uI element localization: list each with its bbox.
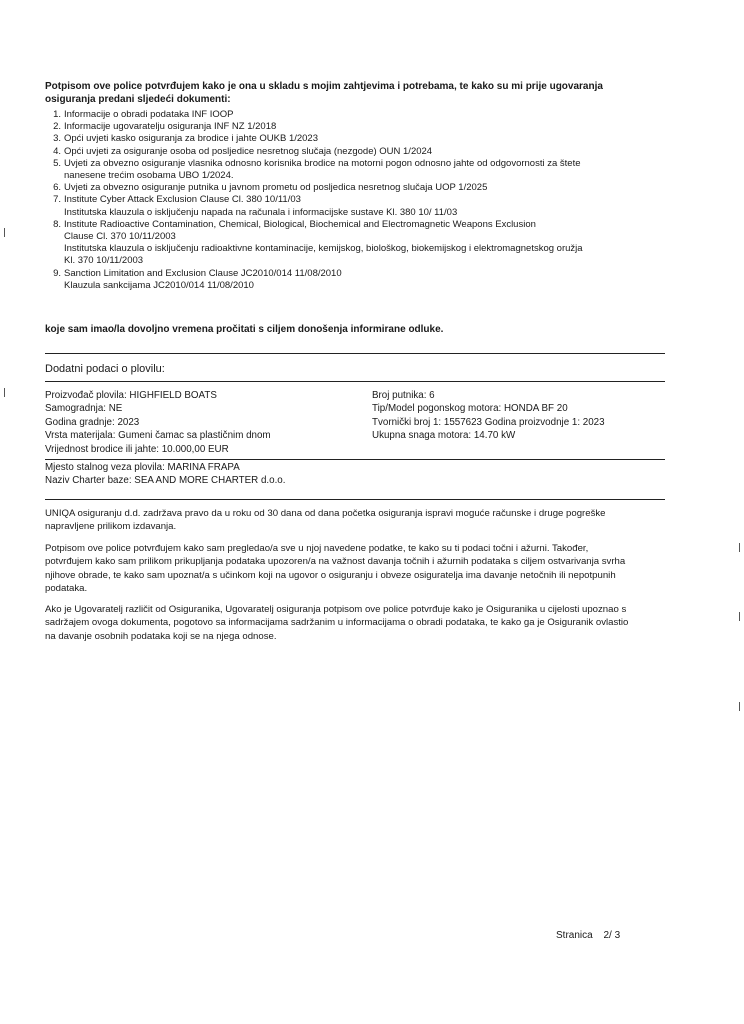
document-line: Informacije ugovaratelju osiguranja INF NZ 1/2018 xyxy=(64,121,277,133)
vessel-field: Vrsta materijala: Gumeni čamac sa plastičnim dnom xyxy=(45,430,271,442)
closing-statement: koje sam imao/la dovoljno vremena pročitati s ciljem donošenja informirane odluke. xyxy=(45,324,444,335)
vessel-field: Proizvođač plovila: HIGHFIELD BOATS xyxy=(45,390,217,401)
contractor-statement: Ako je Ugovaratelj različit od Osiguranika, Ugovaratelj osiguranja potpisom ove police potvrđuje kako je Osiguranika u cijelosti upoznao s sadržajem ovoga dokumenta, pogotovo sa informacijama sadržanim u informacijama o obradi podataka, te kako ga je Osiguranik ovlastio na davanje osobnih podataka koji se na njega odnose. xyxy=(45,604,629,642)
vessel-field: Samogradnja: NE xyxy=(45,403,123,415)
document-line: Opći uvjeti kasko osiguranja za brodice i jahte OUKB 1/2023 xyxy=(64,133,318,145)
document-line: Informacije o obradi podataka INF IOOP xyxy=(64,109,234,120)
vessel-field: Tip/Model pogonskog motora: HONDA BF 20 xyxy=(372,403,568,415)
document-line: nanesene trećim osobama UBO 1/2024. xyxy=(64,170,234,182)
document-number: 8. xyxy=(53,218,61,230)
scan-edge-mark xyxy=(739,702,740,711)
document-line: Kl. 370 10/11/2003 xyxy=(64,255,144,267)
vessel-field: Tvornički broj 1: 1557623 Godina proizvodnje 1: 2023 xyxy=(372,416,605,428)
divider xyxy=(45,381,665,382)
page-value: 2/ 3 xyxy=(603,930,621,941)
document-item xyxy=(45,133,665,145)
page-label: Stranica xyxy=(556,930,593,941)
divider xyxy=(45,353,665,354)
mooring-field: Naziv Charter baze: SEA AND MORE CHARTER d.o.o. xyxy=(45,475,286,487)
document-number: 3. xyxy=(53,133,61,145)
document-number: 1. xyxy=(53,109,61,120)
document-list xyxy=(45,109,665,292)
document-item xyxy=(45,268,665,292)
document-line: Opći uvjeti za osiguranje osoba od posljedice nesretnog slučaja (nezgode) OUN 1/2024 xyxy=(64,145,433,157)
scan-edge-mark xyxy=(739,612,740,621)
document-line: Institutska klauzula o isključenju napada na računala i informacijske sustave Kl. 380 10/ 11/03 xyxy=(64,206,458,218)
data-accuracy-statement: Potpisom ove police potvrđujem kako sam pregledao/a sve u njoj navedene podatke, te kako su ti podaci točni i ažurni. Također, potvrđujem kako sam prilikom prikupljanja podataka upozoren/a na važnost davanja točnih i ažurnih podataka s ciljem ostvarivanja svrha njihove obrade, te kako sam upoznat/a s učinkom koji na ugovor o osiguranju i obveze osiguratelja ima davanje netočnih ili nepotpunih podataka. xyxy=(45,543,626,595)
intro-statement: Potpisom ove police potvrđujem kako je ona u skladu s mojim zahtjevima i potrebama, te kako su mi prije ugovaranja osiguranja predani sljedeći dokumenti: xyxy=(45,81,603,105)
vessel-field: Ukupna snaga motora: 14.70 kW xyxy=(372,430,516,442)
correction-notice: UNIQA osiguranju d.d. zadržava pravo da u roku od 30 dana od dana početka osiguranja ispravi moguće računske i druge pogreške napravljene prilikom izdavanja. xyxy=(45,508,606,533)
document-number: 2. xyxy=(53,121,61,133)
document-item xyxy=(45,194,665,218)
document-line: Institute Radioactive Contamination, Chemical, Biological, Biochemical and Electromagnetic Weapons Exclusion xyxy=(64,218,536,230)
scan-edge-mark xyxy=(4,228,5,237)
document-line: Clause Cl. 370 10/11/2003 xyxy=(64,231,176,243)
section-title: Dodatni podaci o plovilu: xyxy=(45,363,165,375)
document-line: Uvjeti za obvezno osiguranje putnika u javnom prometu od posljedica nesretnog slučaja UOP 1/2025 xyxy=(64,182,488,194)
document-number: 4. xyxy=(53,145,61,157)
document-line: Sanction Limitation and Exclusion Clause JC2010/014 11/08/2010 xyxy=(64,267,342,279)
document-line: Institute Cyber Attack Exclusion Clause Cl. 380 10/11/03 xyxy=(64,194,301,206)
document-item xyxy=(45,182,665,194)
mooring-details xyxy=(45,461,285,488)
document-number: 9. xyxy=(53,267,61,279)
scan-edge-mark xyxy=(4,388,5,397)
vessel-details-left xyxy=(45,389,355,456)
document-item xyxy=(45,158,665,182)
vessel-field: Broj putnika: 6 xyxy=(372,390,435,401)
document-item xyxy=(45,146,665,158)
document-line: Uvjeti za obvezno osiguranje vlasnika odnosno korisnika brodice na motorni pogon odnosno jahte od odgovornosti za štete xyxy=(64,157,581,169)
document-number: 7. xyxy=(53,194,61,206)
mooring-field: Mjesto stalnog veza plovila: MARINA FRAPA xyxy=(45,462,240,473)
page-number xyxy=(556,930,620,941)
scan-edge-mark xyxy=(739,543,740,552)
document-number: 5. xyxy=(53,157,61,169)
document-item xyxy=(45,109,665,121)
divider xyxy=(45,499,665,500)
vessel-field: Vrijednost brodice ili jahte: 10.000,00 EUR xyxy=(45,443,229,455)
document-item xyxy=(45,121,665,133)
document-line: Klauzula sankcijama JC2010/014 11/08/2010 xyxy=(64,279,254,291)
document-number: 6. xyxy=(53,182,61,194)
divider xyxy=(45,459,665,460)
document-line: Institutska klauzula o isključenju radioaktivne kontaminacije, kemijskog, biološkog, biokemijskog i elektromagnetskog oružja xyxy=(64,243,583,255)
vessel-details-right xyxy=(372,389,672,443)
vessel-field: Godina gradnje: 2023 xyxy=(45,416,140,428)
document-item xyxy=(45,219,665,268)
